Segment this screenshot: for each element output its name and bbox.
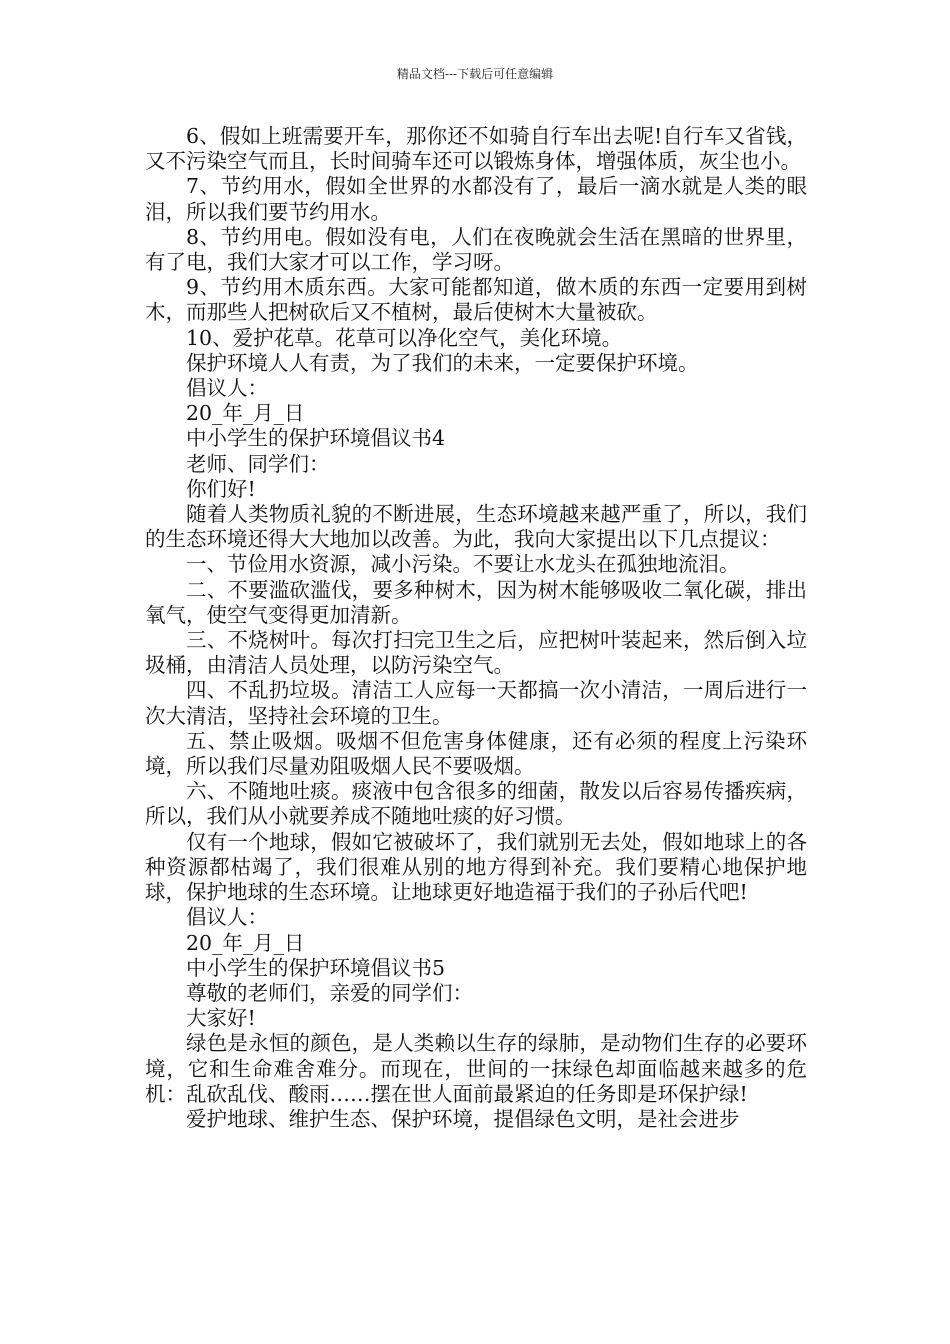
paragraph: 爱护地球、维护生态、保护环境，提倡绿色文明，是社会进步 — [186, 1106, 740, 1131]
paragraph: 10、爱护花草。花草可以净化空气，美化环境。 — [186, 325, 623, 350]
greeting: 大家好! — [186, 1006, 256, 1031]
salutation: 尊敬的老师们，亲爱的同学们： — [186, 980, 473, 1005]
paragraph: 五、禁止吸烟。吸烟不但危害身体健康，还有必须的程度上污染环境，所以我们尽量劝阻吸烟人民不要吸烟。 — [145, 728, 807, 779]
page-header: 精品文档---下载后可任意编辑 — [396, 67, 554, 81]
paragraph: 仅有一个地球，假如它被破坏了，我们就别无去处，假如地球上的各种资源都枯竭了，我们很难从别的地方得到补充。我们要精心地保护地球，保护地球的生态环境。让地球更好地造福于我们的子孙后代吧! — [145, 829, 807, 905]
paragraph: 9、节约用木质东西。大家可能都知道，做木质的东西一定要用到树木，而那些人把树砍后又不植树，最后使树木大量被砍。 — [145, 275, 807, 325]
paragraph: 6、假如上班需要开车，那你还不如骑自行车出去呢!自行车又省钱，又不污染空气而且，长时间骑车还可以锻炼身体，增强体质，灰尘也小。 — [145, 124, 807, 174]
paragraph: 随着人类物质礼貌的不断进展，生态环境越来越严重了，所以，我们的生态环境还得大大地加以改善。为此，我向大家提出以下几点提议： — [145, 502, 807, 552]
greeting: 你们好! — [186, 476, 256, 501]
signature-label: 倡议人： — [186, 905, 268, 930]
document-body — [145, 124, 807, 1132]
signature-label: 倡议人： — [186, 376, 268, 401]
section-title: 中小学生的保护环境倡议书4 — [186, 426, 446, 451]
paragraph: 三、不烧树叶。每次打扫完卫生之后，应把树叶装起来，然后倒入垃圾桶，由清洁人员处理，以防污染空气。 — [145, 628, 807, 678]
paragraph: 一、节俭用水资源，减小污染。不要让水龙头在孤独地流泪。 — [186, 552, 740, 577]
paragraph: 六、不随地吐痰。痰液中包含很多的细菌，散发以后容易传播疾病，所以，我们从小就要养成不随地吐痰的好习惯。 — [145, 779, 807, 829]
paragraph: 7、节约用水，假如全世界的水都没有了，最后一滴水就是人类的眼泪，所以我们要节约用水。 — [145, 174, 807, 224]
paragraph: 8、节约用电。假如没有电，人们在夜晚就会生活在黑暗的世界里，有了电，我们大家才可以工作，学习呀。 — [145, 224, 807, 275]
paragraph: 绿色是永恒的颜色，是人类赖以生存的绿肺，是动物们生存的必要环境，它和生命难舍难分。而现在，世间的一抹绿色却面临越来越多的危机：乱砍乱伐、酸雨……摆在世人面前最紧迫的任务即是环保护绿! — [145, 1031, 807, 1106]
paragraph: 二、不要滥砍滥伐，要多种树木，因为树木能够吸收二氧化碳，排出氧气，使空气变得更加清新。 — [145, 577, 807, 627]
date-line: 20_年_月_日 — [186, 401, 305, 426]
date-line: 20_年_月_日 — [186, 930, 305, 955]
paragraph: 四、不乱扔垃圾。清洁工人应每一天都搞一次小清洁，一周后进行一次大清洁，坚持社会环境的卫生。 — [145, 678, 807, 728]
paragraph: 保护环境人人有责，为了我们的未来，一定要保护环境。 — [186, 350, 699, 375]
salutation: 老师、同学们： — [186, 451, 330, 476]
section-title: 中小学生的保护环境倡议书5 — [186, 955, 446, 980]
